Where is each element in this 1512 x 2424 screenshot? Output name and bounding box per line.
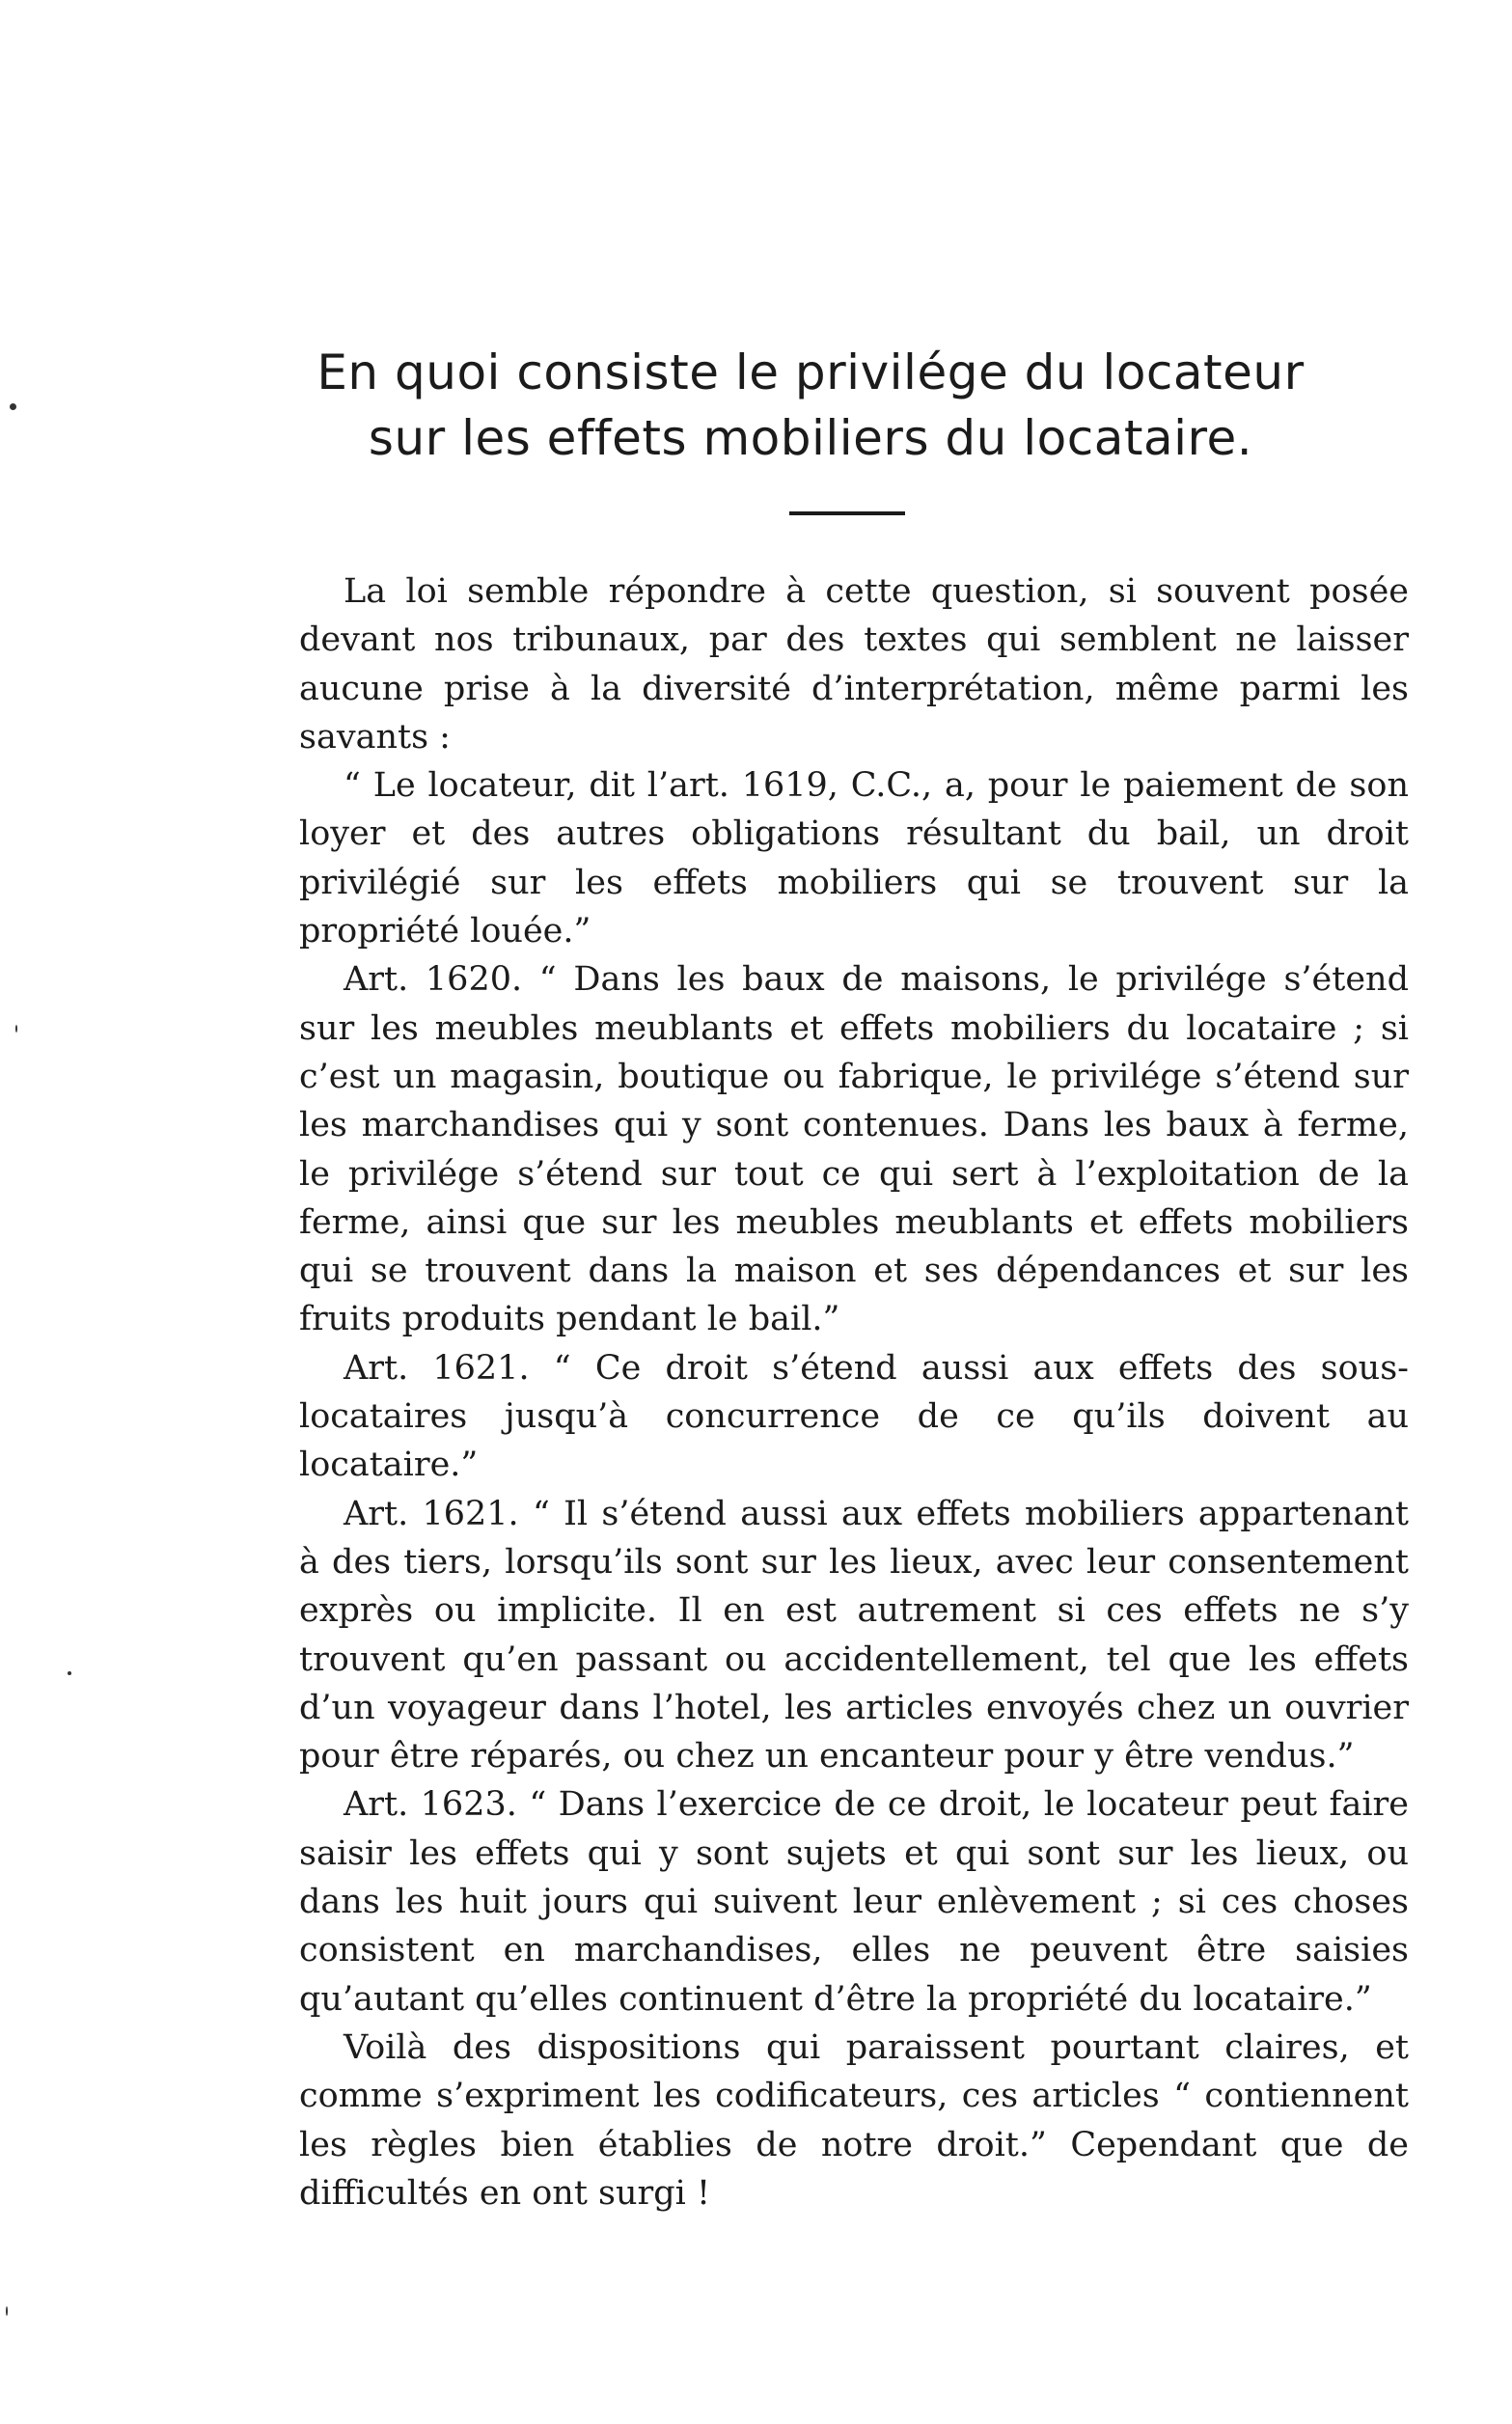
scan-speck bbox=[10, 403, 16, 410]
paragraph-art-1621: Art. 1621. “ Ce droit s’étend aussi aux effets des sous-locataires jusqu’à concurrence de ce qu’ils doivent au locataire.” bbox=[299, 1348, 1409, 1485]
title-line-2: sur les effets mobiliers du locataire. bbox=[368, 410, 1253, 466]
scan-speck bbox=[6, 2306, 8, 2316]
paragraph-art-1621-bis: Art. 1621. “ Il s’étend aussi aux effets mobiliers appartenant à des tiers, lorsqu’ils sont sur les lieux, avec leur consentement exprès ou implicite. Il en est autrement si ces effets ne s’y trouvent qu’en passant ou accidentellement, tel que les effets d’un voyageur dans l’hotel, les articles envoyés chez un ouvrier pour être réparés, ou chez un encanteur pour y être vendus.” bbox=[299, 1494, 1409, 1777]
paragraph-art-1620: Art. 1620. “ Dans les baux de maisons, le privilége s’étend sur les meubles meublants et effets mobiliers du locataire ; si c’est un magasin, boutique ou fabrique, le privilége s’étend sur les marchandises qui y sont contenues. Dans les baux à ferme, le privilége s’étend sur tout ce qui sert à l’exploitation de la ferme, ainsi que sur les meubles meublants et effets mobiliers qui se trouvent dans la maison et ses dépendances et sur les fruits produits pendant le bail.” bbox=[299, 960, 1409, 1339]
scan-speck bbox=[15, 1025, 17, 1033]
page-title bbox=[212, 340, 1409, 471]
paragraph-intro: La loi semble répondre à cette question, si souvent posée devant nos tribunaux, par des textes qui semblent ne laisser aucune prise à la diversité d’interprétation, même parmi les savants : bbox=[299, 572, 1409, 757]
title-line-1: En quoi consiste le privilége du locateur bbox=[316, 344, 1305, 400]
paragraph-art-1619: “ Le locateur, dit l’art. 1619, C.C., a, pour le paiement de son loyer et des autres obligations résultant du bail, un droit privilégié sur les effets mobiliers qui se trouvent sur la propriété louée.” bbox=[299, 766, 1409, 951]
paragraph-conclusion: Voilà des dispositions qui paraissent pourtant claires, et comme s’expriment les codificateurs, ces articles “ contiennent les règles bien établies de notre droit.” Cependant que de difficultés en ont surgi ! bbox=[299, 2027, 1409, 2213]
paragraph-art-1623: Art. 1623. “ Dans l’exercice de ce droit, le locateur peut faire saisir les effets qui y sont sujets et qui sont sur les lieux, ou dans les huit jours qui suivent leur enlèvement ; si ces choses consistent en marchandises, elles ne peuvent être saisies qu’autant qu’elles continuent d’être la propriété du locataire.” bbox=[299, 1785, 1409, 2019]
scan-speck bbox=[68, 1671, 71, 1675]
body-text bbox=[299, 567, 1409, 2217]
title-divider bbox=[789, 511, 905, 515]
